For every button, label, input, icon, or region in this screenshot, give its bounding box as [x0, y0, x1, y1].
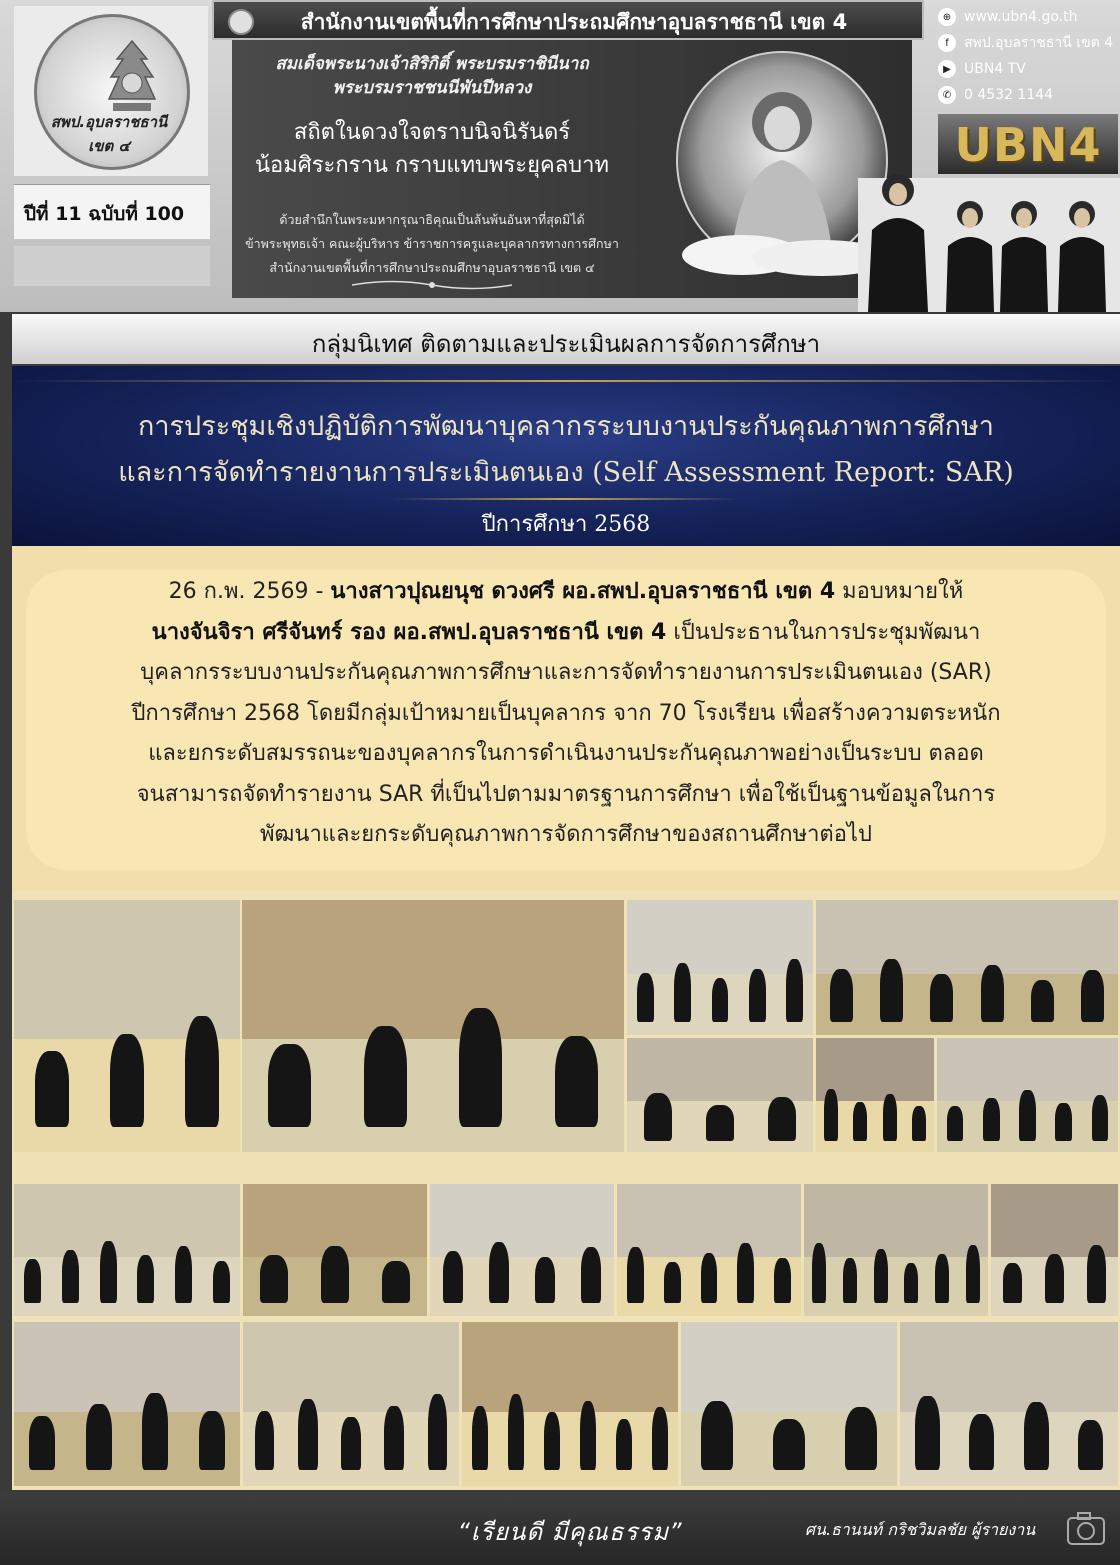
photo-wall	[242, 900, 624, 1039]
event-photo	[430, 1184, 614, 1316]
person-silhouette	[637, 973, 654, 1022]
person-silhouette	[786, 959, 803, 1021]
person-silhouette	[652, 1407, 668, 1469]
reporter: ศน.ธานนท์ กริชวิมลชัย ผู้รายงาน	[804, 1520, 1036, 1539]
person-silhouette	[213, 1261, 230, 1303]
person-silhouette	[853, 1102, 867, 1141]
summary-line: และยกระดับสมรรถนะของบุคลากรในการดำเนินงานประกันคุณภาพอย่างเป็นระบบ ตลอด	[148, 741, 984, 766]
person-silhouette	[701, 1401, 734, 1470]
issue-box	[14, 184, 210, 239]
section-title: กลุ่มนิเทศ ติดตามและประเมินผลการจัดการศึกษา	[311, 330, 821, 358]
photo-wall	[627, 1038, 813, 1101]
contact-text: สพป.อุบลราชธานี เขต 4	[964, 35, 1114, 51]
person-silhouette	[489, 1242, 510, 1303]
person-silhouette	[969, 1414, 994, 1470]
summary-line: จนสามารถจัดทำรายงาน SAR ที่เป็นไปตามมาตรฐานการศึกษา เพื่อใช้เป็นฐานข้อมูลในการ	[136, 781, 996, 807]
photo-wall	[627, 900, 813, 974]
event-photo	[462, 1322, 678, 1486]
motto: “เรียนดี มีคุณธรรม”	[457, 1518, 683, 1546]
photo-floor	[816, 974, 1118, 1035]
person-silhouette	[382, 1261, 410, 1303]
person-silhouette	[580, 1401, 596, 1470]
contact-text: UBN4 TV	[964, 61, 1026, 77]
person-silhouette	[100, 1241, 117, 1303]
person-silhouette	[142, 1393, 168, 1470]
person-silhouette	[199, 1411, 225, 1470]
person-silhouette	[268, 1044, 311, 1127]
person-silhouette	[24, 1259, 41, 1303]
person-silhouette	[443, 1251, 464, 1302]
person-silhouette	[915, 1396, 940, 1470]
person-silhouette	[912, 1106, 926, 1140]
crest-icon	[228, 9, 254, 35]
contact-facebook[interactable]	[938, 30, 1118, 56]
event-photo	[242, 900, 624, 1152]
event-photo	[937, 1038, 1118, 1152]
person-silhouette	[555, 1036, 598, 1127]
person-silhouette	[706, 1105, 734, 1140]
person-silhouette	[1092, 1095, 1108, 1141]
camera-icon	[1066, 1510, 1106, 1546]
event-photo	[816, 900, 1118, 1035]
person-silhouette	[298, 1399, 318, 1470]
summary-line	[50, 613, 1082, 654]
person-silhouette	[843, 1258, 857, 1303]
ornament-icon	[352, 278, 512, 292]
person-silhouette	[535, 1257, 556, 1303]
event-photo	[681, 1322, 897, 1486]
person-silhouette	[874, 1249, 888, 1303]
person-silhouette	[845, 1407, 878, 1469]
person-silhouette	[459, 1008, 502, 1126]
person-silhouette	[701, 1253, 718, 1303]
person-silhouette	[341, 1417, 361, 1469]
contact-text: 0 4532 1144	[964, 87, 1054, 103]
contact-website[interactable]	[938, 4, 1118, 30]
photo-wall	[243, 1322, 459, 1412]
royal-name-line: สมเด็จพระนางเจ้าสิริกิติ์ พระบรมราชินีนาถ	[275, 54, 589, 74]
person-silhouette	[983, 1098, 999, 1140]
event-photo	[627, 900, 813, 1035]
summary-line	[50, 572, 1082, 613]
person-silhouette	[428, 1394, 448, 1469]
royal-name-line: พระบรมราชชนนีพันปีหลวง	[332, 78, 532, 98]
person-silhouette	[749, 969, 766, 1022]
person-silhouette	[981, 965, 1004, 1022]
contact-youtube[interactable]	[938, 56, 1118, 82]
person-silhouette	[1003, 1263, 1022, 1303]
person-silhouette	[883, 1094, 897, 1141]
person-silhouette	[86, 1404, 112, 1470]
event-photo	[991, 1184, 1118, 1316]
person-silhouette	[260, 1255, 288, 1303]
event-title: และการจัดทำรายงานการประเมินตนเอง (Self Assessment Report: SAR)	[118, 457, 1014, 488]
summary-line: พัฒนาและยกระดับคุณภาพการจัดการศึกษาของสถานศึกษาต่อไป	[260, 822, 872, 847]
person-silhouette	[1078, 1420, 1103, 1469]
person-silhouette	[137, 1255, 154, 1303]
person-silhouette	[1031, 980, 1054, 1022]
person-silhouette	[472, 1406, 488, 1470]
person-silhouette	[1081, 970, 1104, 1021]
person-silhouette	[737, 1243, 754, 1302]
footer	[0, 1492, 1120, 1565]
executives-photo	[858, 150, 1120, 312]
person-silhouette	[627, 1247, 644, 1302]
event-photo	[14, 1322, 240, 1486]
issue-number: ปีที่ 11 ฉบับที่ 100	[24, 203, 185, 225]
condolence-line: ข้าพระพุทธเจ้า คณะผู้บริหาร ข้าราชการครูและบุคลากรทางการศึกษา	[245, 236, 619, 251]
event-banner	[12, 366, 1120, 546]
gold-divider	[12, 380, 1120, 382]
event-photo	[14, 900, 240, 1152]
event-photo	[243, 1184, 427, 1316]
summary-box	[26, 570, 1106, 870]
person-silhouette	[1024, 1402, 1049, 1469]
person-silhouette	[812, 1243, 826, 1302]
event-title: การประชุมเชิงปฏิบัติการพัฒนาบุคลากรระบบงานประกันคุณภาพการศึกษา	[138, 411, 994, 442]
person-silhouette	[1045, 1254, 1064, 1303]
event-date: 26 ก.พ. 2569 -	[168, 579, 331, 604]
condolence-text	[232, 208, 632, 280]
logo-text: สพป.อุบลราชธานี เขต ๔	[50, 113, 168, 155]
event-photo	[243, 1322, 459, 1486]
person-silhouette	[644, 1093, 672, 1141]
summary-area	[12, 546, 1120, 890]
contact-text: www.ubn4.go.th	[964, 9, 1078, 25]
youtube-icon: ▶	[938, 60, 956, 78]
photo-collage	[12, 890, 1120, 1490]
person-silhouette	[674, 963, 691, 1021]
person-silhouette	[175, 1246, 192, 1303]
memorial-panel	[232, 40, 912, 298]
event-photo	[617, 1184, 801, 1316]
event-photo	[14, 1184, 240, 1316]
logo-panel	[14, 6, 208, 176]
facebook-icon: f	[938, 34, 956, 52]
contact-list	[938, 4, 1118, 108]
summary-text	[50, 572, 1082, 856]
summary-line: บุคลากรระบบงานประกันคุณภาพการศึกษาและการจัดทำรายงานการประเมินตนเอง (SAR)	[140, 660, 992, 685]
person-silhouette	[35, 1051, 69, 1127]
person-silhouette	[1019, 1090, 1035, 1140]
person-silhouette	[321, 1246, 349, 1303]
summary-fragment: เป็นประธานในการประชุมพัฒนา	[666, 619, 981, 645]
section-bar	[12, 314, 1120, 364]
memorial-poem	[232, 116, 632, 182]
condolence-line: ด้วยสำนึกในพระมหากรุณาธิคุณเป็นล้นพ้นอันหาที่สุดมิได้	[279, 212, 585, 227]
photo-wall	[681, 1322, 897, 1412]
person-silhouette	[581, 1247, 602, 1302]
photo-floor	[804, 1257, 988, 1316]
person-silhouette	[62, 1250, 79, 1303]
person-silhouette	[1087, 1245, 1106, 1303]
person-silhouette	[110, 1034, 144, 1127]
photo-wall	[804, 1184, 988, 1257]
person-silhouette	[947, 1106, 963, 1140]
gold-divider	[392, 498, 740, 500]
summary-line: ปีการศึกษา 2568 โดยมีกลุ่มเป้าหมายเป็นบุคลากร จาก 70 โรงเรียน เพื่อสร้างความตระหนัก	[131, 700, 1001, 726]
person-silhouette	[880, 959, 903, 1021]
person-silhouette	[544, 1412, 560, 1469]
person-silhouette	[824, 1089, 838, 1140]
person-silhouette	[712, 978, 729, 1021]
person-silhouette	[774, 1258, 791, 1303]
person-silhouette	[364, 1026, 407, 1127]
person-silhouette	[966, 1245, 980, 1303]
brand-logo: UBN4	[954, 118, 1102, 172]
photo-wall	[14, 1322, 240, 1412]
header-strip	[14, 246, 210, 286]
person-silhouette	[830, 969, 853, 1022]
event-year: ปีการศึกษา 2568	[481, 512, 651, 537]
person-silhouette	[384, 1406, 404, 1470]
summary-fragment: มอบหมายให้	[835, 579, 964, 604]
poem-line: สถิตในดวงใจตราบนิจนิรันดร์	[293, 120, 571, 145]
office-name: สำนักงานเขตพื้นที่การศึกษาประถมศึกษาอุบลราชธานี เขต 4	[300, 10, 848, 34]
person-silhouette	[768, 1097, 796, 1140]
photo-wall	[430, 1184, 614, 1257]
person-silhouette	[664, 1262, 681, 1303]
photo-wall	[617, 1184, 801, 1257]
contact-phone[interactable]	[938, 82, 1118, 108]
event-photo	[627, 1038, 813, 1152]
photo-floor	[14, 1257, 240, 1316]
person-silhouette	[773, 1419, 806, 1470]
royal-name	[232, 52, 632, 100]
director-name: นางสาวปุณยนุช ดวงศรี ผอ.สพป.อุบลราชธานี เขต 4	[330, 579, 836, 604]
poem-line: น้อมศิระกราน กราบแทบพระยุคลบาท	[254, 153, 610, 178]
phone-icon: ✆	[938, 86, 956, 104]
header	[0, 0, 1120, 312]
person-silhouette	[185, 1016, 219, 1127]
deputy-name: นางจันจิรา ศรีจันทร์ รอง ผอ.สพป.อุบลราชธานี เขต 4	[151, 619, 667, 645]
photo-floor	[462, 1412, 678, 1486]
condolence-line: สำนักงานเขตพื้นที่การศึกษาประถมศึกษาอุบลราชธานี เขต ๔	[269, 260, 595, 275]
person-silhouette	[508, 1394, 524, 1469]
person-silhouette	[930, 974, 953, 1021]
photo-wall	[14, 1184, 240, 1257]
person-silhouette	[904, 1263, 918, 1303]
photo-wall	[462, 1322, 678, 1412]
photo-wall	[816, 900, 1118, 974]
person-silhouette	[29, 1416, 55, 1470]
person-silhouette	[616, 1419, 632, 1470]
person-silhouette	[255, 1411, 275, 1470]
office-banner	[212, 0, 924, 40]
event-photo	[804, 1184, 988, 1316]
person-silhouette	[1055, 1103, 1071, 1141]
event-photo	[816, 1038, 934, 1152]
globe-icon: ⊕	[938, 8, 956, 26]
event-photo	[900, 1322, 1118, 1486]
person-silhouette	[935, 1254, 949, 1303]
